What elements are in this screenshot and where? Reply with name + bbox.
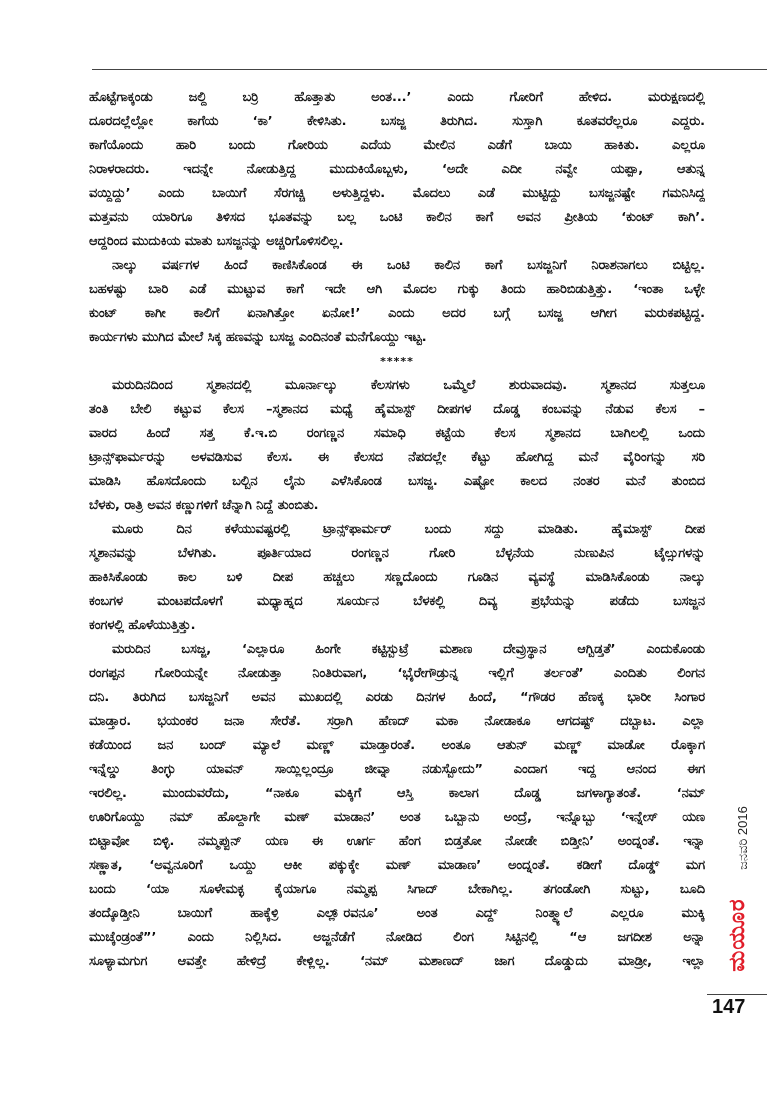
- text-line: ಸಣ್ಣಾತ, ‘ಅವ್ವನೂರಿಗೆ ಒಯ್ದು ಆಕೀ ಪಕ್ಕುಕ್ಕೇ ಮಣ್ ಮಾಡಾಣ’ ಅಂದ್ನಂತೆ. ಕಡೀಗೆ ದೊಡ್ಡ್ ಮಗ: [89, 858, 705, 873]
- text-line: ಬಿಟ್ಟಾವೋ ಬಿಳ್ಳಿ. ನಮ್ಮಪ್ಪುನ್ ಯಣ ಈ ಊರ್ಗ ಹೆಂಗ ಬಿಡ್ತತೋ ನೋಡೇ ಬಿಡ್ತೀನಿ’ ಅಂದ್ನಂತೆ. ಇನ್ನಾ: [89, 834, 705, 849]
- text-line: ಕಾರ್ಯಗಳು ಮುಗಿದ ಮೇಲೆ ಸಿಕ್ಕ ಹಣವನ್ನು ಬಸಜ್ಜ ಎಂದಿನಂತೆ ಮನೆಗೊಯ್ದು ಇಟ್ಟ.: [89, 330, 427, 345]
- text-line: ಮಾಡ್ತಾರ. ಭಯಂಕರ ಜನಾ ಸೇರೆತೆ. ಸರ್ರಾಗಿ ಹೆಣದ್ ಮಕಾ ನೋಡಾಕೂ ಆಗದಷ್ಟ್ ದಬ್ಬಾಟ. ಎಲ್ಲಾ: [89, 714, 705, 729]
- text-line: ಹೊಟ್ಟೆಗಾಕ್ಕಂಡು ಜಲ್ದಿ ಬರ್ರಿ ಹೊತ್ತಾತು ಅಂತ...’ ಎಂದು ಗೋರಿಗೆ ಹೇಳಿದ. ಮರುಕ್ಷಣದಲ್ಲಿ: [89, 90, 705, 105]
- text-line: ಮರುದಿನ ಬಸಜ್ಜ, ‘ಎಲ್ಲಾರೂ ಹಿಂಗೇ ಕಟ್ಟಿಸ್ಬುಟ್ರೆ ಮಶಾಣ ದೇವ್ರುಸ್ಥಾನ ಆಗ್ಬಿಡ್ತತೆ’ ಎಂದುಕೊಂಡು: [112, 642, 705, 657]
- text-line: ಕಡೆಯಿಂದ ಜನ ಬಂದ್ ಮ್ಯಾಲೆ ಮಣ್ಣ್ ಮಾಡ್ತಾರಂತೆ. ಅಂತೂ ಆತುನ್ ಮಣ್ಣ್ ಮಾಡೋ ರೊಕ್ಕಾಗ: [89, 738, 705, 753]
- section-break: *****: [380, 355, 414, 368]
- article-body: [89, 86, 705, 974]
- text-line: ನಿರಾಳರಾದರು. ಇದನ್ನೇ ನೋಡುತ್ತಿದ್ದ ಮುದುಕಿಯೊಬ್ಬಳು, ‘ಅದೇ ಎದೀ ನವ್ವೇ ಯಪ್ಪಾ, ಆತುನ್ನ: [89, 162, 705, 177]
- text-line: ನಾಲ್ಕು ವರ್ಷಗಳ ಹಿಂದೆ ಕಾಣಿಸಿಕೊಂಡ ಈ ಒಂಟಿ ಕಾಲಿನ ಕಾಗೆ ಬಸಜ್ಜನಿಗೆ ನಿರಾಶನಾಗಲು ಬಿಟ್ಟಿಲ್ಲ.: [112, 258, 705, 273]
- text-line: ಮರುದಿನದಿಂದ ಸ್ಮಶಾನದಲ್ಲಿ ಮೂರ್ನಾಲ್ಕು ಕೆಲಸಗಳು ಒಮ್ಮೆಲೆ ಶುರುವಾದವು. ಸ್ಮಶಾನದ ಸುತ್ತಲೂ: [112, 378, 705, 393]
- text-line: ಇನ್ನೆಲ್ಡು ತಿಂಗ್ಳು ಯಾವನ್ ಸಾಯ್ಲಿಲ್ಲಂದ್ರೂ ಜೀವ್ನಾ ನಡುಸ್ಬೋದು” ಎಂದಾಗ ಇದ್ದ ಆನಂದ ಈಗ: [89, 762, 705, 777]
- text-line: ಕಂಬಗಳ ಮಂಟಪದೊಳಗೆ ಮಧ್ಯಾಹ್ನದ ಸೂರ್ಯನ ಬೆಳಕಲ್ಲಿ ದಿವ್ಯ ಪ್ರಭೆಯನ್ನು ಪಡೆದು ಬಸಜ್ಜನ: [89, 594, 705, 609]
- page-number: 147: [712, 996, 746, 1018]
- text-line: ಬಹಳಷ್ಟು ಬಾರಿ ಎಡೆ ಮುಟ್ಟುವ ಕಾಗೆ ಇದೇ ಆಗಿ ಮೊದಲ ಗುಕ್ಕು ತಿಂದು ಹಾರಿಬಿಡುತ್ತಿತ್ತು. ‘ಇಂತಾ ಒಳ್ಳೇ: [89, 282, 705, 297]
- text-line: ತಂದ್ಕೊಡ್ತೀನಿ ಬಾಯಿಗೆ ಹಾಕ್ಕೆಳ್ರಿ ಎಲ್ಲಾ್ರವನೂ’ ಅಂತ ಎದ್ದ್ ನಿಂತ್ಮ್ಯಾಲೆ ಎಲ್ಲರೂ ಮುಕ್ಕಿ: [89, 906, 705, 921]
- text-line: ವಯ್ದಿದ್ದು’ ಎಂದು ಬಾಯಿಗೆ ಸೆರಗಚ್ಚಿ ಅಳುತ್ತಿದ್ದಳು. ಮೊದಲು ಎಡೆ ಮುಟ್ಟಿದ್ದು ಬಸಜ್ಜನಷ್ಟೇ ಗಮನಿಸಿದ್ದ: [89, 186, 705, 201]
- text-line: ಆದ್ದರಿಂದ ಮುದುಕಿಯ ಮಾತು ಬಸಜ್ಜನನ್ನು ಅಚ್ಚರಿಗೊಳಿಸಲಿಲ್ಲ.: [89, 234, 344, 249]
- text-line: ಬೆಳಕು, ರಾತ್ರಿ ಅವನ ಕಣ್ಣುಗಳಿಗೆ ಚೆನ್ನಾಗಿ ನಿದ್ದೆ ತುಂಬಿತು.: [89, 498, 319, 513]
- header-rule: [92, 69, 767, 70]
- text-line: ಕಾಗೆಯೊಂದು ಹಾರಿ ಬಂದು ಗೋರಿಯ ಎದೆಯ ಮೇಲಿನ ಎಡೆಗೆ ಬಾಯಿ ಹಾಕಿತು. ಎಲ್ಲರೂ: [89, 138, 705, 153]
- issue-date: ಜನವರಿ 2016: [735, 806, 750, 870]
- text-line: ರಂಗಪ್ಪನ ಗೋರಿಯನ್ನೇ ನೋಡುತ್ತಾ ನಿಂತಿರುವಾಗ, ‘ಭೈರೇಗೌಡ್ರುನ್ನ ಇಲ್ಲಿಗೆ ತರ್ಲಂತೆ’ ಎಂದಿತು ಲಿಂಗನ: [89, 666, 705, 681]
- text-line: ಕಂಗಳಲ್ಲಿ ಹೊಳೆಯುತ್ತಿತ್ತು.: [89, 618, 196, 633]
- page-number-rule: [707, 994, 767, 995]
- magazine-name: ಮಯೂರ: [725, 898, 750, 972]
- text-line: ಊರಿಗೊಯ್ದು ನಮ್ ಹೊಲ್ದಾಗೇ ಮಣ್ ಮಾಡಾನ’ ಅಂತ ಒಬ್ಬಾನು ಅಂದ್ರೆ, ಇನ್ನೊಬ್ಬು ‘ಇನ್ನೇಸ್ ಯಣ: [89, 810, 705, 825]
- text-line: ಮುಚ್ಕೆಂಡ್ರಂತೆ”’ ಎಂದು ನಿಲ್ಲಿಸಿದ. ಅಜ್ಜನೆಡೆಗೆ ನೋಡಿದ ಲಿಂಗ ಸಿಟ್ಟಿನಲ್ಲಿ “ಆ ಜಗದೀಶ ಅನ್ನಾ: [89, 930, 705, 945]
- text-line: ಮತ್ತವನು ಯಾರಿಗೂ ತಿಳಿಸದ ಭೂತವನ್ನು ಬಲ್ಲ ಒಂಟಿ ಕಾಲಿನ ಕಾಗೆ ಅವನ ಪ್ರೀತಿಯ ‘ಕುಂಟ್ ಕಾಗಿ’.: [89, 210, 705, 225]
- text-line: ಕುಂಟ್ ಕಾಗೀ ಕಾಲಿಗೆ ಏನಾಗಿತ್ತೋ ಏನೋ!’ ಎಂದು ಅದರ ಬಗ್ಗೆ ಬಸಜ್ಜ ಆಗೀಗ ಮರುಕಪಟ್ಟಿದ್ದ.: [89, 306, 705, 321]
- text-line: ತಂತಿ ಬೇಲಿ ಕಟ್ಟುವ ಕೆಲಸ –ಸ್ಮಶಾನದ ಮಧ್ಯೆ ಹೈಮಾಸ್ಟ್ ದೀಪಗಳ ದೊಡ್ಡ ಕಂಬವನ್ನು ನೆಡುವ ಕೆಲಸ –: [89, 402, 705, 417]
- text-line: ಬಂದು ‘ಯಾ ಸೂಳೇಮಕ್ಳ ಕೈಯಾಗೂ ನಮ್ಮಪ್ಪ ಸಿಗಾದ್ ಬೇಕಾಗಿಲ್ಲ. ತಗಂಡೋಗಿ ಸುಟ್ಟು, ಬೂದಿ: [89, 882, 705, 897]
- text-line: ವಾರದ ಹಿಂದೆ ಸತ್ತ ಕೆ.ಇ.ಬಿ ರಂಗಣ್ಣನ ಸಮಾಧಿ ಕಟ್ಟೆಯ ಕೆಲಸ ಸ್ಮಶಾನದ ಬಾಗಿಲಲ್ಲಿ ಒಂದು: [89, 426, 705, 441]
- text-line: ಇರಲಿಲ್ಲ. ಮುಂದುವರೆದು, “ನಾಕೂ ಮಕ್ಕಿಗೆ ಆಸ್ತಿ ಕಾಲಾಗ ದೊಡ್ಡ ಜಗಳಾಗ್ಯಾತಂತೆ. ‘ನಮ್: [89, 786, 705, 801]
- text-line: ಟ್ರಾನ್ಸ್‌ಫಾರ್ಮರನ್ನು ಅಳವಡಿಸುವ ಕೆಲಸ. ಈ ಕೆಲಸದ ನೆಪದಲ್ಲೇ ಕೆಟ್ಟು ಹೋಗಿದ್ದ ಮನೆ ವೈರಿಂಗನ್ನು ಸರಿ: [89, 450, 705, 465]
- text-line: ದನಿ. ತಿರುಗಿದ ಬಸಜ್ಜನಿಗೆ ಅವನ ಮುಖದಲ್ಲಿ ಎರಡು ದಿನಗಳ ಹಿಂದೆ, “ಗೌಡರ ಹೆಣಕ್ಕ ಭಾರೀ ಸಿಂಗಾರ: [89, 690, 705, 705]
- text-line: ಸೂಳ್ಯಾಮಗುಗ ಆವತ್ತೇ ಹೇಳಿದ್ರೆ ಕೇಳ್ಲಿಲ್ಲ. ‘ನಮ್ ಮಶಾಣದ್ ಜಾಗ ದೊಡ್ಡುದು ಮಾಡ್ರೀ, ಇಲ್ಲಾ: [89, 954, 705, 969]
- text-line: ಹಾಕಿಸಿಕೊಂಡು ಕಾಲ ಬಳಿ ದೀಪ ಹಚ್ಚಲು ಸಣ್ಣದೊಂದು ಗೂಡಿನ ವ್ಯವಸ್ಥೆ ಮಾಡಿಸಿಕೊಂಡು ನಾಲ್ಕು: [89, 570, 705, 585]
- text-line: ಮೂರು ದಿನ ಕಳೆಯುವಷ್ಟರಲ್ಲಿ ಟ್ರಾನ್ಸ್‌ಫಾರ್ಮರ್ ಬಂದು ಸದ್ದು ಮಾಡಿತು. ಹೈಮಾಸ್ಟ್ ದೀಪ: [112, 522, 705, 537]
- text-line: ಮಾಡಿಸಿ ಹೊಸದೊಂದು ಬಲ್ಬಿನ ಲೈನು ಎಳೆಸಿಕೊಂಡ ಬಸಜ್ಜ. ಎಷ್ಟೋ ಕಾಲದ ನಂತರ ಮನೆ ತುಂಬಿದ: [89, 474, 705, 489]
- text-line: ದೂರದಲ್ಲೆಲ್ಲೋ ಕಾಗೆಯ ‘ಕಾ’ ಕೇಳಿಸಿತು. ಬಸಜ್ಜ ತಿರುಗಿದ. ಸುಸ್ತಾಗಿ ಕೂತವರೆಲ್ಲರೂ ಎದ್ದರು.: [89, 114, 705, 129]
- text-line: ಸ್ಮಶಾನವನ್ನು ಬೆಳಗಿತು. ಪೂರ್ತಿಯಾದ ರಂಗಣ್ಣನ ಗೋರಿ ಬೆಳ್ಳನೆಯ ನುಣುಪಿನ ಟೈಲ್ಸುಗಳನ್ನು: [89, 546, 705, 561]
